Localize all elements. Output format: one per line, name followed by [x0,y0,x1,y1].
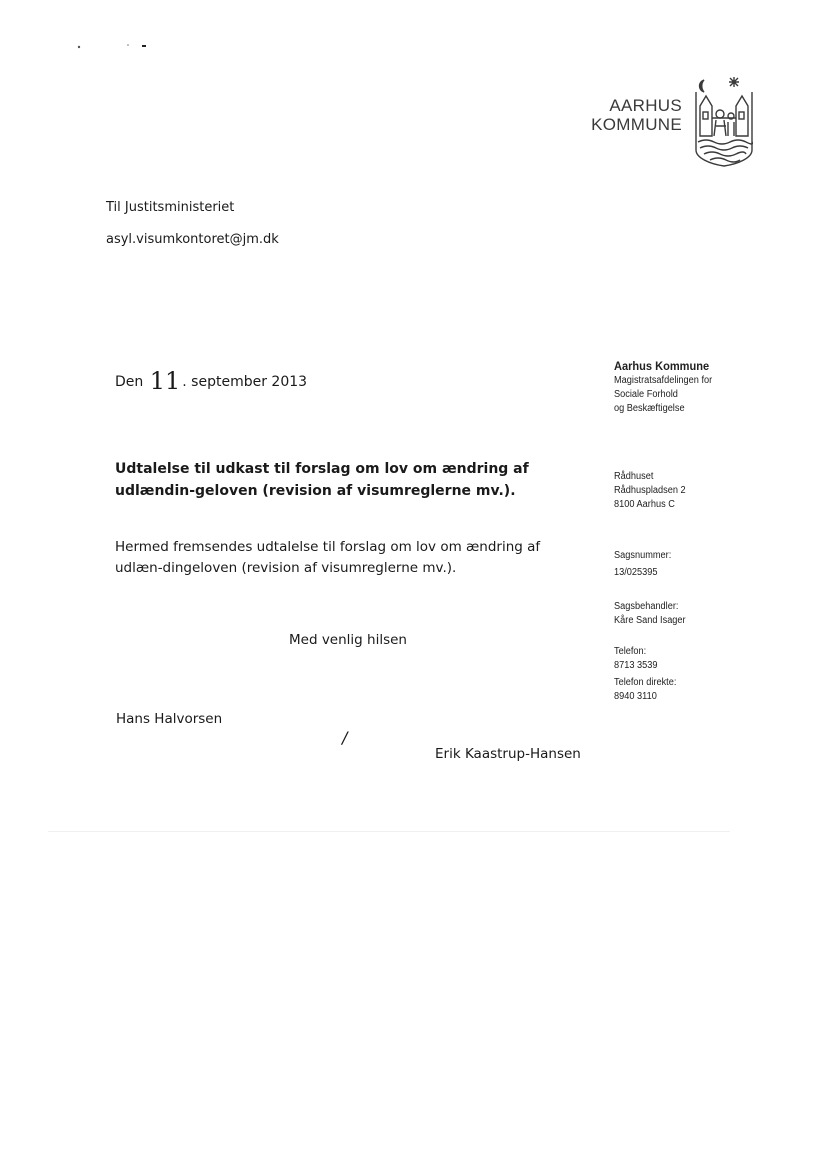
recipient-email: asyl.visumkontoret@jm.dk [106,232,279,247]
sidebar-org-line: Magistratsafdelingen for [614,375,713,386]
address-building: Rådhuset [614,471,654,482]
logo-line-kommune: KOMMUNE [591,115,682,134]
page-fold-line [48,831,730,832]
sidebar-org-line: og Beskæftigelse [614,403,685,414]
sidebar-case-handler [614,600,743,628]
sidebar-org-line: Sociale Forhold [614,389,678,400]
aarhus-city-seal-icon [690,72,760,168]
scan-specks [70,40,160,52]
sidebar-org-name: Aarhus Kommune [614,359,710,373]
sidebar-case-number [614,549,743,580]
recipient-name: Til Justitsministeriet [106,200,235,215]
sidebar-phone [614,645,743,673]
sidebar-address [614,470,743,512]
case-number-value: 13/025395 [614,567,658,578]
case-handler-value: Kåre Sand Isager [614,615,686,626]
date-month-year: . september 2013 [182,374,308,390]
case-number-label: Sagsnummer: [614,550,672,561]
letter-body: Hermed fremsendes udtalelse til forslag om lov om ændring af udlæn-dingeloven (revision af visumreglerne mv.). [115,539,541,576]
sidebar-organisation [614,358,743,416]
municipality-logo-text [560,96,682,134]
phone-label: Telefon: [614,646,647,657]
case-handler-label: Sagsbehandler: [614,601,679,612]
phone-value: 8713 3539 [614,660,658,671]
letter-subject: Udtalelse til udkast til forslag om lov om ændring af udlændin-geloven (revision af visumreglerne mv.). [115,461,529,499]
signature-hans-halvorsen: Hans Halvorsen [116,711,223,727]
date-day-handwritten: 11 [149,367,181,395]
signature-separator: / [342,728,348,747]
address-city: 8100 Aarhus C [614,499,675,510]
address-street: Rådhuspladsen 2 [614,485,686,496]
logo-line-aarhus: AARHUS [609,96,682,115]
direct-phone-label: Telefon direkte: [614,677,677,688]
direct-phone-value: 8940 3110 [614,691,657,702]
signature-erik-kaastrup-hansen: Erik Kaastrup-Hansen [435,746,581,762]
date-prefix: Den [115,374,144,390]
sidebar-direct-phone [614,676,743,704]
letter-date [115,364,308,395]
letter-closing: Med venlig hilsen [289,632,407,648]
